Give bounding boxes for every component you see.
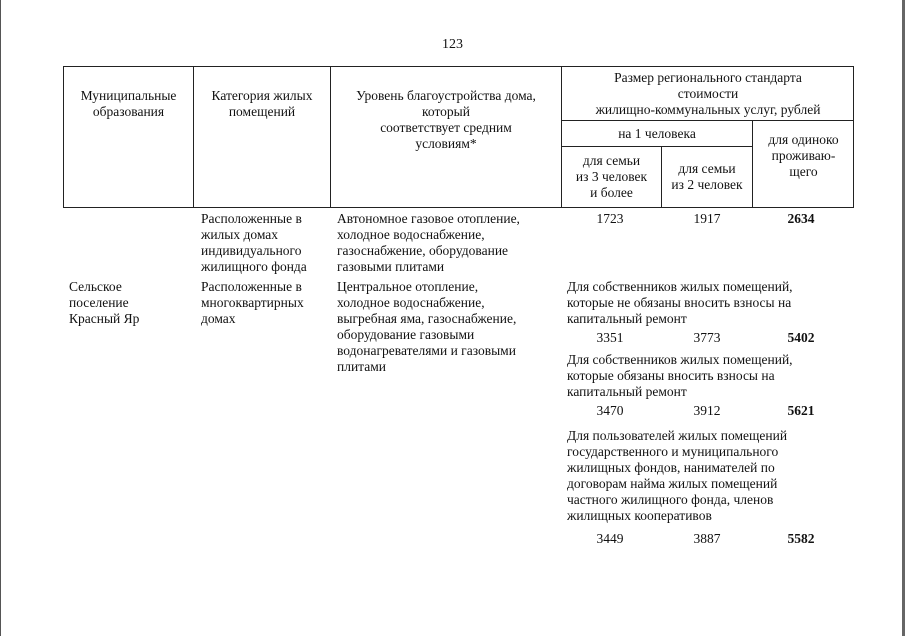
row1-value-family3: 1723 [596,211,624,226]
scan-left-edge [0,0,1,636]
group3-value-single: 5582 [787,531,815,546]
header-family-2: для семьи из 2 человек [671,161,743,192]
group2-value-single: 5621 [787,403,815,418]
header-family-3: для семьи из 3 человек и более [575,153,648,200]
group1-value-family3: 3351 [596,330,624,345]
group2-note: Для собственников жилых помещений, которые обязаны вносить взносы на капитальный ремонт [567,352,793,399]
header-category: Категория жилых помещений [211,88,313,119]
page-number: 123 [442,37,463,52]
group2-value-family3: 3470 [596,403,624,418]
group1-value-family2: 3773 [693,330,721,345]
group3-value-family3: 3449 [596,531,624,546]
row-divider [561,120,854,121]
header-municipalities: Муниципальные образования [80,88,177,119]
row1-value-family2: 1917 [693,211,721,226]
municipality-name: Сельское поселение Красный Яр [69,279,140,326]
row2-improvement-level: Центральное отопление, холодное водоснабжение, выгребная яма, газоснабжение, оборудование газовыми водонагревателями и газовыми плитами [337,279,517,374]
header-improvement-level: Уровень благоустройства дома, который соответствует средним условиям* [356,88,536,151]
header-per-person: на 1 человека [618,126,696,141]
row1-improvement-level: Автономное газовое отопление, холодное водоснабжение, газоснабжение, оборудование газовыми плитами [337,211,520,274]
header-standard-size: Размер регионального стандарта стоимости жилищно-коммунальных услуг, рублей [595,70,821,117]
group1-value-single: 5402 [787,330,815,345]
table-header-frame [63,66,854,208]
row2-category: Расположенные в многоквартирных домах [201,279,304,326]
group3-note: Для пользователей жилых помещений государственного и муниципального жилищных фондов, нанимателей по договорам найма жилых помещений частного жилищного фонда, членов жилищных кооперативов [567,428,788,523]
group3-value-family2: 3887 [693,531,721,546]
group1-note: Для собственников жилых помещений, которые не обязаны вносить взносы на капитальный ремонт [567,279,793,326]
group2-value-family2: 3912 [693,403,721,418]
row1-value-single: 2634 [787,211,815,226]
header-single: для одиноко проживаю- щего [768,132,839,179]
row1-category: Расположенные в жилых домах индивидуального жилищного фонда [201,211,307,274]
row-divider [561,146,752,147]
